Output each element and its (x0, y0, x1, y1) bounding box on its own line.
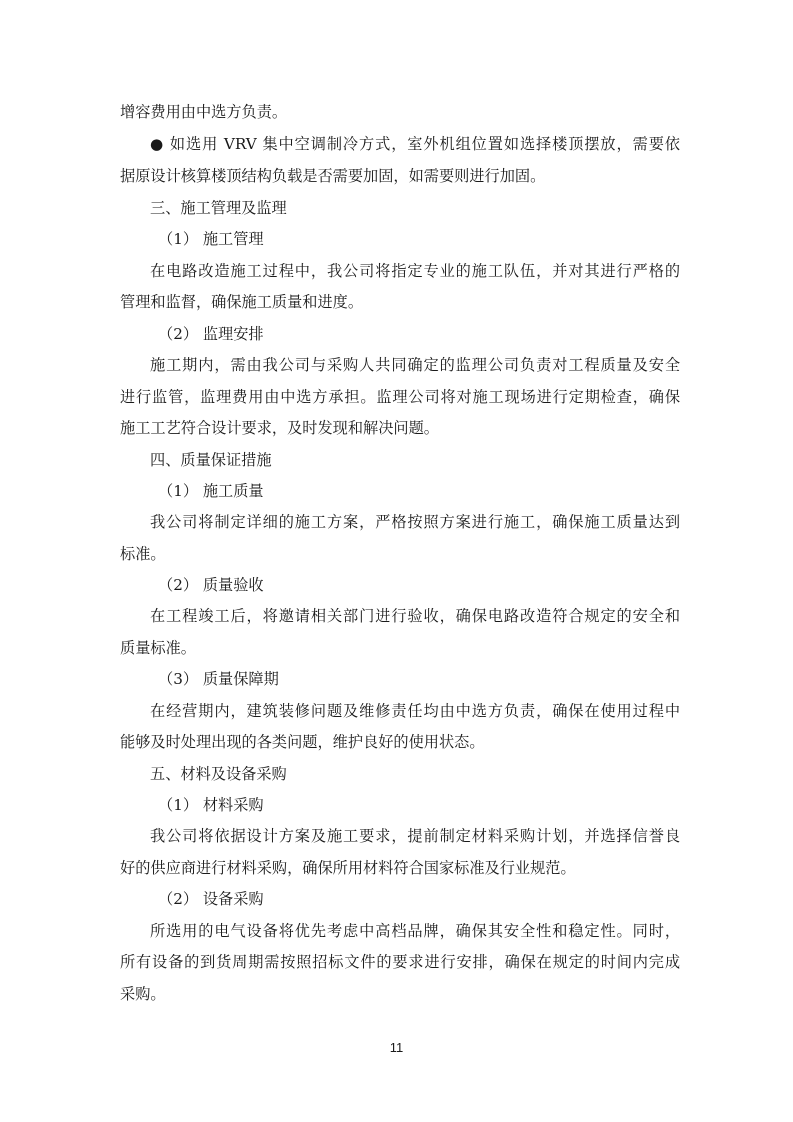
paragraph-line: 所选用的电气设备将优先考虑中高档品牌，确保其安全性和稳定性。同时， (150, 922, 680, 940)
paragraph-line: 采购。 (120, 985, 166, 1003)
paragraph-line: 所有设备的到货周期需按照招标文件的要求进行安排，确保在规定的时间内完成 (120, 953, 680, 971)
subsection-heading: （1） 材料采购 (158, 796, 264, 814)
subsection-heading: （2） 质量验收 (158, 576, 264, 594)
paragraph-line: 我公司将制定详细的施工方案，严格按照方案进行施工，确保施工质量达到 (150, 513, 680, 531)
paragraph-line: 好的供应商进行材料采购，确保所用材料符合国家标准及行业规范。 (120, 859, 576, 877)
subsection-heading: （1） 施工质量 (158, 482, 264, 500)
bullet-paragraph-line: ● 如选用 VRV 集中空调制冷方式，室外机组位置如选择楼顶摆放，需要依 (150, 135, 680, 153)
paragraph-line: 在经营期内，建筑装修问题及维修责任均由中选方负责，确保在使用过程中 (150, 702, 680, 720)
paragraph-line: 我公司将依据设计方案及施工要求，提前制定材料采购计划，并选择信誉良 (150, 827, 680, 845)
subsection-heading: （2） 设备采购 (158, 890, 264, 908)
section-heading-3: 三、施工管理及监理 (150, 199, 287, 217)
paragraph-line: 进行监管，监理费用由中选方承担。监理公司将对施工现场进行定期检查，确保 (120, 388, 680, 406)
paragraph-line: 施工期内，需由我公司与采购人共同确定的监理公司负责对工程质量及安全 (150, 356, 680, 374)
subsection-heading: （1） 施工管理 (158, 230, 264, 248)
paragraph-line: 标准。 (120, 545, 166, 563)
paragraph-line: 据原设计核算楼顶结构负载是否需要加固，如需要则进行加固。 (120, 167, 546, 185)
paragraph-line: 质量标准。 (120, 639, 196, 657)
paragraph-line: 管理和监督，确保施工质量和进度。 (120, 293, 363, 311)
paragraph-line: 能够及时处理出现的各类问题，维护良好的使用状态。 (120, 733, 485, 751)
subsection-heading: （3） 质量保障期 (158, 670, 279, 688)
paragraph-line: 增容费用由中选方负责。 (120, 103, 288, 121)
paragraph-line: 在电路改造施工过程中，我公司将指定专业的施工队伍，并对其进行严格的 (150, 262, 680, 280)
paragraph-line: 施工工艺符合设计要求，及时发现和解决问题。 (120, 419, 439, 437)
paragraph-line: 在工程竣工后，将邀请相关部门进行验收，确保电路改造符合规定的安全和 (150, 607, 680, 625)
section-heading-4: 四、质量保证措施 (150, 451, 272, 469)
section-heading-5: 五、材料及设备采购 (150, 765, 287, 783)
page-number: 11 (389, 1040, 404, 1055)
subsection-heading: （2） 监理安排 (158, 325, 264, 343)
